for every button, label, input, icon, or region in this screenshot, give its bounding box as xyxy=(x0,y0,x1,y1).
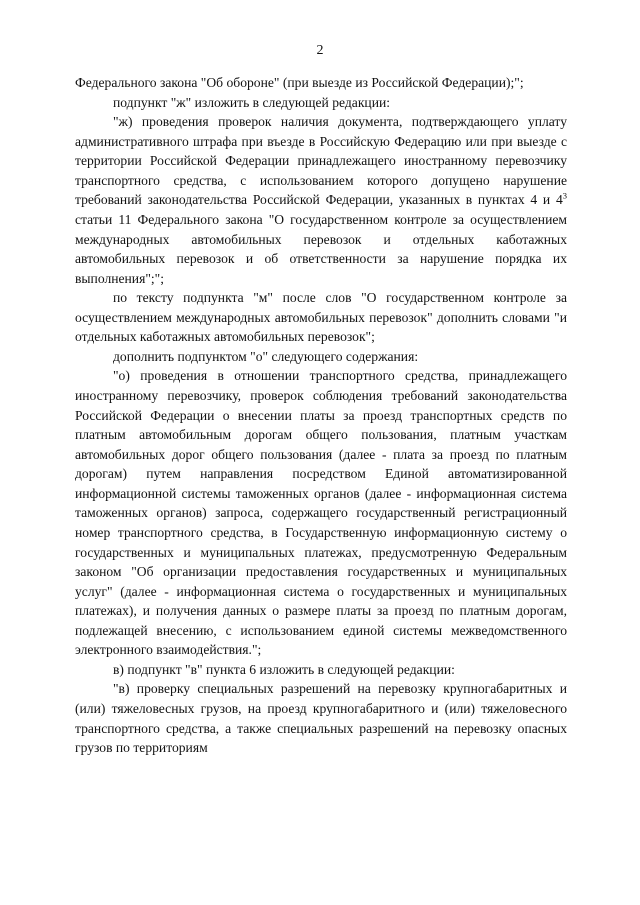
body-text xyxy=(75,73,567,758)
paragraph-2: подпункт "ж" изложить в следующей редакции: xyxy=(113,94,391,110)
superscript-3: 3 xyxy=(562,190,567,201)
paragraph-5: дополнить подпунктом "о" следующего содержания: xyxy=(113,348,419,364)
paragraph-3 xyxy=(75,112,567,288)
paragraph-8: "в) проверку специальных разрешений на перевозку крупногабаритных и (или) тяжеловесных грузов, на проезд крупногабаритного и (или) тяжеловесного транспортного средства, а также специальных разрешений на перевозку опасных грузов по территориям xyxy=(75,681,567,756)
page-number: 2 xyxy=(316,43,324,58)
paragraph-3-text: "ж) проведения проверок наличия документа, подтверждающего уплату административного штрафа при въезде в Российскую Федерацию или при выезде с территории Российской Федерации принадлежащего иностранному перевозчику транспортного средства, с использованием которого допущено нарушение требований законодательства Российской Федерации, указанных в пунктах 4 и 4 xyxy=(75,114,567,208)
paragraph-7: в) подпункт "в" пункта 6 изложить в следующей редакции: xyxy=(113,661,455,677)
paragraph-4: по тексту подпункта "м" после слов "О государственном контроле за осуществлением международных автомобильных перевозок" дополнить словами "и отдельных каботажных автомобильных перевозок"; xyxy=(75,290,567,345)
paragraph-3-text-after: статьи 11 Федерального закона "О государственном контроле за осуществлением международных автомобильных перевозок и отдельных каботажных автомобильных перевозок и об ответственности за нарушение порядка их выполнения";"; xyxy=(75,211,567,286)
paragraph-6: "о) проведения в отношении транспортного средства, принадлежащего иностранному перевозчику, проверок соблюдения требований законодательства Российской Федерации о внесении платы за проезд транспортных средств по платным автомобильным дорогам общего пользования, платным участкам автомобильных дорог общего пользования (далее - плата за проезд по платным дорогам) путем направления посредством Единой автоматизированной информационной системы таможенных органов (далее - информационная система таможенных органов) запроса, содержащего государственный регистрационный номер транспортного средства, в Государственную информационную систему о государственных и муниципальных платежах, предусмотренную Федеральным законом "Об организации предоставления государственных и муниципальных услуг" (далее - информационная система о государственных и муниципальных платежах), и получения данных о размере платы за проезд по платным дорогам, подлежащей внесению, с использованием единой системы межведомственного электронного взаимодействия."; xyxy=(75,368,567,658)
paragraph-1: Федерального закона "Об обороне" (при выезде из Российской Федерации);"; xyxy=(75,75,524,90)
